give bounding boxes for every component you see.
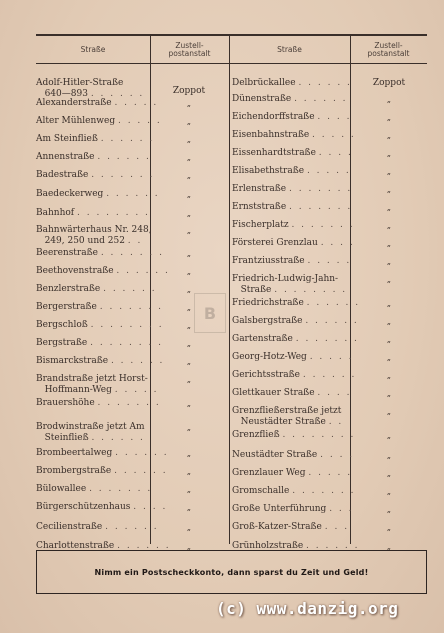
left-street-row xyxy=(36,98,158,109)
divider-2 xyxy=(229,36,230,544)
left-street-row xyxy=(36,208,150,219)
street-name: Benzlerstraße xyxy=(36,284,101,294)
leader-dots: . . . . . . . xyxy=(91,170,155,180)
street-name: Alexanderstraße xyxy=(36,98,112,108)
leader-dots: . . . . . . xyxy=(110,356,165,366)
office-ditto: „ xyxy=(386,451,392,460)
street-name: Eichendorffstraße xyxy=(232,112,315,122)
office-ditto: „ xyxy=(386,469,392,478)
leader-dots: . . xyxy=(127,236,143,246)
office-ditto: „ xyxy=(186,423,192,432)
leader-dots: . . . . . . . xyxy=(100,248,165,258)
leader-dots: . . . . . xyxy=(117,116,162,126)
leader-dots: . . . . xyxy=(317,112,352,122)
street-name: Charlottenstraße xyxy=(36,541,115,551)
right-street-row xyxy=(232,220,355,231)
leader-dots: . . . . . xyxy=(307,256,352,266)
right-street-row xyxy=(232,112,351,123)
office-ditto: „ xyxy=(186,339,192,348)
office-ditto: „ xyxy=(386,203,392,212)
right-street-row xyxy=(232,316,359,327)
left-street-row xyxy=(36,284,157,295)
office-ditto: „ xyxy=(186,153,192,162)
right-street-row xyxy=(232,148,353,159)
left-street-row xyxy=(36,134,154,145)
office-ditto: „ xyxy=(186,375,192,384)
street-name: Gerichtsstraße xyxy=(232,370,301,380)
left-street-row xyxy=(36,302,163,313)
right-street-row xyxy=(232,504,354,515)
leader-dots: . . . . . . xyxy=(305,316,359,326)
right-street-row xyxy=(232,352,353,363)
street-name: Eisenbahnstraße xyxy=(232,130,310,140)
office-zoppot: Zoppot xyxy=(372,78,406,88)
street-name: Friedrich-Ludwig-Jahn- xyxy=(232,274,339,284)
leader-dots: . . . . . . . . xyxy=(282,430,356,440)
street-name: Frantziusstraße xyxy=(232,256,305,266)
office-ditto: „ xyxy=(386,523,392,532)
street-name: Brandstraße jetzt Horst- xyxy=(36,374,148,384)
office-ditto: „ xyxy=(186,399,192,408)
office-ditto: „ xyxy=(186,449,192,458)
street-name: Bergschloß xyxy=(36,320,88,330)
right-street-row xyxy=(232,406,343,428)
left-street-row xyxy=(36,374,159,396)
right-street-row xyxy=(232,486,355,497)
leader-dots: . . xyxy=(328,417,344,427)
leader-dots: . . . . . . . xyxy=(295,334,359,344)
street-name: Gromschalle xyxy=(232,486,290,496)
left-street-row xyxy=(36,78,144,100)
leader-dots: . . . . . . xyxy=(91,433,145,443)
leader-dots: . . . . . . . . xyxy=(90,338,164,348)
leader-dots: . . . . . . xyxy=(298,78,352,88)
street-name: Grünholzstraße xyxy=(232,541,304,551)
office-ditto: „ xyxy=(386,431,392,440)
leader-dots: . . . . . . xyxy=(115,448,169,458)
street-name: Alter Mühlenweg xyxy=(36,116,116,126)
street-name: Brauershöhe xyxy=(36,398,95,408)
street-name: Adolf-Hitler-Straße xyxy=(36,78,124,88)
left-street-row xyxy=(36,266,170,277)
office-ditto: „ xyxy=(186,321,192,330)
street-name: Neustädter Straße xyxy=(232,450,318,460)
street-name: Bahnwärterhaus Nr. 248, xyxy=(36,225,152,235)
office-ditto: „ xyxy=(386,113,392,122)
library-stamp xyxy=(194,293,226,333)
street-name: Fischerplatz xyxy=(232,220,289,230)
leader-dots: . . . . . . xyxy=(100,134,155,144)
header-street-right-label: Straße xyxy=(277,44,302,54)
left-street-row xyxy=(36,448,169,459)
street-name: Georg-Hotz-Weg xyxy=(232,352,307,362)
street-name: Baedeckerweg xyxy=(36,189,104,199)
office-ditto: „ xyxy=(386,221,392,230)
leader-dots: . . . . . . . . xyxy=(90,320,164,330)
left-street-row xyxy=(36,338,163,349)
street-name: Beerenstraße xyxy=(36,248,98,258)
street-name: Brombergstraße xyxy=(36,466,112,476)
leader-dots: . . . . . . . xyxy=(291,220,355,230)
leader-dots: . . . . . xyxy=(312,130,356,140)
leader-dots: . . . . . . xyxy=(116,266,170,276)
right-street-row xyxy=(232,388,351,399)
leader-dots: . . . . . . . xyxy=(289,184,353,194)
office-ditto: „ xyxy=(186,503,192,512)
header-street-left-label: Straße xyxy=(80,44,106,54)
left-street-row xyxy=(36,484,152,495)
office-ditto: „ xyxy=(386,487,392,496)
office-ditto: „ xyxy=(386,131,392,140)
street-name: Elisabethstraße xyxy=(232,166,305,176)
left-street-row xyxy=(36,116,162,127)
office-ditto: „ xyxy=(186,190,192,199)
leader-dots: . . . . . . xyxy=(114,466,168,476)
street-name: Brombeertalweg xyxy=(36,448,113,458)
office-ditto: „ xyxy=(386,542,392,551)
left-street-row xyxy=(36,466,168,477)
leader-dots: . . . . . . . xyxy=(289,202,353,212)
left-street-row xyxy=(36,248,164,259)
street-name: Grenzlauer Weg xyxy=(232,468,306,478)
leader-dots: . . . . . . . . xyxy=(77,208,150,218)
leader-dots: . . . . . . . . xyxy=(274,285,348,295)
office-ditto: „ xyxy=(186,117,192,126)
street-name: Badestraße xyxy=(36,170,89,180)
header-office-left-label: Zustell- postanstalt xyxy=(168,40,211,58)
office-zoppot: Zoppot xyxy=(172,86,206,96)
street-name: Galsbergstraße xyxy=(232,316,303,326)
street-name: Gartenstraße xyxy=(232,334,293,344)
office-ditto: „ xyxy=(386,167,392,176)
leader-dots: . . . . . . xyxy=(103,284,157,294)
street-name: Ernststraße xyxy=(232,202,287,212)
right-street-row xyxy=(232,184,352,195)
office-ditto: „ xyxy=(186,485,192,494)
leader-dots: . . . . . . . xyxy=(89,484,153,494)
right-street-row xyxy=(232,78,352,89)
right-street-row xyxy=(232,130,356,141)
leader-dots: . . . . . . xyxy=(294,94,348,104)
right-street-row xyxy=(232,298,360,309)
street-name: Cecilienstraße xyxy=(36,522,103,532)
leader-dots: . . . xyxy=(324,522,350,532)
office-ditto: „ xyxy=(186,226,192,235)
office-ditto: „ xyxy=(186,171,192,180)
leader-dots: . . . . . xyxy=(306,166,351,176)
street-name-continued: Hoffmann-Weg xyxy=(36,385,115,395)
left-street-row xyxy=(36,189,160,200)
header-office-right-label: Zustell- postanstalt xyxy=(367,40,410,58)
street-directory-table xyxy=(36,34,427,551)
advert-banner xyxy=(36,550,427,594)
header-office-left xyxy=(150,36,229,64)
office-ditto: „ xyxy=(186,249,192,258)
leader-dots: . . . . . . xyxy=(302,370,357,380)
header-office-right xyxy=(350,36,427,64)
header-street-left xyxy=(36,36,150,64)
office-ditto: „ xyxy=(186,285,192,294)
left-street-row xyxy=(36,170,154,181)
office-ditto: „ xyxy=(386,239,392,248)
leader-dots: . . . . . . . xyxy=(99,302,163,312)
office-ditto: „ xyxy=(186,357,192,366)
street-name: Dünenstraße xyxy=(232,94,292,104)
office-ditto: „ xyxy=(386,257,392,266)
leader-dots: . . . . . . xyxy=(306,541,360,551)
street-name-continued: Neustädter Straße xyxy=(232,417,329,427)
right-street-row xyxy=(232,468,352,479)
left-street-row xyxy=(36,398,161,409)
leader-dots: . . . . . . xyxy=(106,189,160,199)
street-name: Brodwinstraße jetzt Am xyxy=(36,422,145,432)
street-name-continued: Steinfließ xyxy=(36,433,92,443)
office-ditto: „ xyxy=(186,99,192,108)
street-name-continued: 640—893 xyxy=(36,89,91,99)
right-street-row xyxy=(232,256,351,267)
leader-dots: . . . . . . xyxy=(117,541,171,551)
left-street-row xyxy=(36,422,145,444)
advert-banner-text: Nimm ein Postscheckkonto, dann sparst du Zeit und Geld! xyxy=(94,567,369,577)
street-name: Große Unterführung xyxy=(232,504,327,514)
header-street-right xyxy=(229,36,350,64)
left-street-row xyxy=(36,522,159,533)
street-name: Annenstraße xyxy=(36,152,95,162)
street-name: Glettkauer Straße xyxy=(232,388,315,398)
leader-dots: . . . . . . xyxy=(306,298,361,308)
office-ditto: „ xyxy=(386,95,392,104)
right-street-row xyxy=(232,522,349,533)
leader-dots: . . . . . . xyxy=(105,522,159,532)
leader-dots: . . . . xyxy=(318,148,353,158)
leader-dots: . . . . . . . xyxy=(97,398,161,408)
left-street-row xyxy=(36,502,167,513)
leader-dots: . . . . . . xyxy=(97,152,151,162)
left-street-row xyxy=(36,356,164,367)
office-ditto: „ xyxy=(386,317,392,326)
leader-dots: . . . . . xyxy=(309,352,354,362)
street-name: Grenzfließ xyxy=(232,430,280,440)
street-name: Bülowallee xyxy=(36,484,87,494)
right-street-row xyxy=(232,202,352,213)
street-name: Bergstraße xyxy=(36,338,88,348)
right-street-row xyxy=(232,450,354,461)
leader-dots: . . . xyxy=(329,504,354,514)
office-ditto: „ xyxy=(186,523,192,532)
library-stamp-text: B xyxy=(203,303,217,323)
left-street-row xyxy=(36,320,164,331)
right-street-row xyxy=(232,274,347,296)
street-name: Bahnhof xyxy=(36,208,75,218)
office-ditto: „ xyxy=(186,467,192,476)
street-name: Am Steinfließ xyxy=(36,134,98,144)
right-street-row xyxy=(232,430,355,441)
office-ditto: „ xyxy=(386,353,392,362)
leader-dots: . . . . . . . xyxy=(292,486,356,496)
street-name: Grenzfließerstraße jetzt xyxy=(232,406,342,416)
office-ditto: „ xyxy=(386,149,392,158)
street-name-continued: Straße xyxy=(232,285,275,295)
watermark: (c) www.danzig.org xyxy=(216,599,399,618)
street-name: Delbrückallee xyxy=(232,78,296,88)
street-name: Groß-Katzer-Straße xyxy=(232,522,322,532)
leader-dots: . . . . xyxy=(320,238,355,248)
office-ditto: „ xyxy=(386,275,392,284)
office-ditto: „ xyxy=(186,303,192,312)
office-ditto: „ xyxy=(186,542,192,551)
leader-dots: . . . . . xyxy=(308,468,353,478)
street-name: Eissenhardtstraße xyxy=(232,148,316,158)
leader-dots: . . . . xyxy=(320,450,355,460)
right-street-row xyxy=(232,370,356,381)
left-street-row xyxy=(36,225,152,247)
office-ditto: „ xyxy=(386,505,392,514)
office-ditto: „ xyxy=(386,389,392,398)
street-name: Bergerstraße xyxy=(36,302,97,312)
street-name: Beethovenstraße xyxy=(36,266,114,276)
leader-dots: . . . . . xyxy=(114,98,159,108)
office-ditto: „ xyxy=(386,299,392,308)
street-name: Friedrichstraße xyxy=(232,298,304,308)
street-name-continued: 249, 250 und 252 xyxy=(36,236,128,246)
leader-dots: . . . . xyxy=(317,388,352,398)
leader-dots: . . . . xyxy=(133,502,168,512)
left-street-row xyxy=(36,152,151,163)
right-street-row xyxy=(232,238,355,249)
office-ditto: „ xyxy=(386,335,392,344)
right-street-row xyxy=(232,166,351,177)
office-ditto: „ xyxy=(386,185,392,194)
office-ditto: „ xyxy=(386,371,392,380)
street-name: Försterei Grenzlau xyxy=(232,238,318,248)
street-name: Erlenstraße xyxy=(232,184,287,194)
right-street-row xyxy=(232,94,348,105)
office-ditto: „ xyxy=(186,209,192,218)
office-ditto: „ xyxy=(386,407,392,416)
street-name: Bürgerschützenhaus xyxy=(36,502,131,512)
street-name: Bismarckstraße xyxy=(36,356,109,366)
office-ditto: „ xyxy=(186,135,192,144)
right-street-row xyxy=(232,334,359,345)
leader-dots: . . . . . xyxy=(114,385,159,395)
office-ditto: „ xyxy=(186,267,192,276)
leader-dots: . . . . . . xyxy=(90,89,145,99)
